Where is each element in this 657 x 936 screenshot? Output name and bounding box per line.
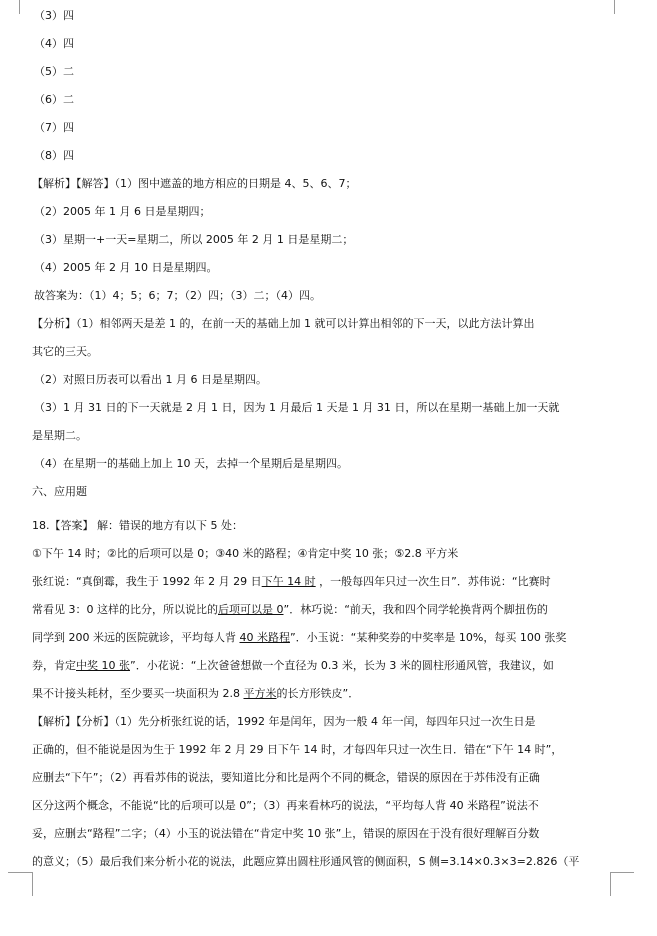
underlined-text: 40 米路程 bbox=[239, 631, 290, 644]
text-run: 其它的三天。 bbox=[32, 345, 98, 358]
text-run: 18.【答案】 解：错误的地方有以下 5 处： bbox=[32, 519, 243, 532]
text-line bbox=[34, 455, 348, 471]
text-run: 果不计接头耗材，至少要买一块面积为 2.8 bbox=[32, 687, 244, 700]
text-line bbox=[32, 545, 458, 561]
text-run: （3）四 bbox=[34, 9, 74, 22]
text-run: （4）2005 年 2 月 10 日是星期四。 bbox=[34, 261, 218, 274]
text-line bbox=[34, 287, 321, 303]
text-line bbox=[34, 63, 74, 79]
underlined-text: 下午 14 时 bbox=[261, 575, 316, 588]
text-run: 券，肯定 bbox=[32, 659, 76, 672]
text-run: 区分这两个概念，不能说“比的后项可以是 0”；（3）再来看林巧的说法，“平均每人背 40 米路程”说法不 bbox=[32, 799, 539, 812]
text-line bbox=[34, 203, 210, 219]
text-run: 六、应用题 bbox=[32, 485, 87, 498]
text-line bbox=[32, 517, 243, 533]
text-line bbox=[34, 147, 74, 163]
text-line bbox=[32, 657, 554, 673]
text-line bbox=[32, 343, 98, 359]
text-run: （8）四 bbox=[34, 149, 74, 162]
text-line bbox=[34, 371, 267, 387]
crop-mark-bottom-right-h bbox=[610, 872, 634, 873]
text-line bbox=[32, 713, 535, 729]
crop-mark-bottom-left-h bbox=[8, 872, 32, 873]
text-run: 应删去“下午”；（2）再看苏伟的说法，要知道比分和比是两个不同的概念，错误的原因在于苏伟没有正确 bbox=[32, 771, 540, 784]
text-line bbox=[32, 573, 551, 589]
text-run: （7）四 bbox=[34, 121, 74, 134]
text-line bbox=[34, 91, 74, 107]
text-line bbox=[32, 825, 539, 841]
text-run: 张红说：“真倒霉，我生于 1992 年 2 月 29 日 bbox=[32, 575, 262, 588]
text-run: 的长方形铁皮”． bbox=[276, 687, 360, 700]
text-line bbox=[32, 427, 87, 443]
text-line bbox=[32, 483, 87, 499]
text-run: （4）在星期一的基础上加上 10 天，去掉一个星期后是星期四。 bbox=[34, 457, 348, 470]
text-run: （5）二 bbox=[34, 65, 74, 78]
text-run: 同学到 200 米远的医院就诊，平均每人背 bbox=[32, 631, 240, 644]
text-line bbox=[32, 685, 359, 701]
crop-mark-bottom-left-v bbox=[32, 872, 33, 896]
text-run: ”．小玉说：“某种奖券的中奖率是 10%，每买 100 张奖 bbox=[289, 631, 567, 644]
text-run: 【解析】【解答】（1）图中遮盖的地方相应的日期是 4、5、6、7； bbox=[32, 177, 357, 190]
text-run: ，一般每四年只过一次生日”．苏伟说：“比赛时 bbox=[315, 575, 551, 588]
text-run: （3）星期一+一天=星期二，所以 2005 年 2 月 1 日是星期二； bbox=[34, 233, 354, 246]
text-run: （2）2005 年 1 月 6 日是星期四； bbox=[34, 205, 211, 218]
underlined-text: 后项可以是 0 bbox=[218, 603, 284, 616]
text-run: 的意义；（5）最后我们来分析小花的说法，此题应算出圆柱形通风管的侧面积，S 侧=3.14×0.3×3=2.826（平 bbox=[32, 855, 580, 868]
text-run: 是星期二。 bbox=[32, 429, 87, 442]
text-run: ①下午 14 时；②比的后项可以是 0；③40 米的路程；④肯定中奖 10 张；⑤2.8 平方米 bbox=[32, 547, 459, 560]
text-line bbox=[34, 259, 217, 275]
text-line bbox=[34, 399, 559, 415]
text-line bbox=[32, 769, 540, 785]
text-run: （2）对照日历表可以看出 1 月 6 日是星期四。 bbox=[34, 373, 267, 386]
text-run: （6）二 bbox=[34, 93, 74, 106]
crop-mark-bottom-right-v bbox=[610, 872, 611, 896]
text-run: 【分析】（1）相邻两天是差 1 的，在前一天的基础上加 1 就可以计算出相邻的下一天，以此方法计算出 bbox=[32, 317, 535, 330]
text-line bbox=[32, 853, 579, 869]
text-run: ”．林巧说：“前天，我和四个同学轮换背两个脚扭伤的 bbox=[283, 603, 548, 616]
text-run: 故答案为：（1）4；5；6；7；（2）四；（3）二；（4）四。 bbox=[34, 289, 321, 302]
text-line bbox=[34, 35, 74, 51]
underlined-text: 平方米 bbox=[243, 687, 277, 700]
text-run: （3）1 月 31 日的下一天就是 2 月 1 日，因为 1 月最后 1 天是 1 月 31 日，所以在星期一基础上加一天就 bbox=[34, 401, 560, 414]
text-line bbox=[32, 315, 534, 331]
text-line bbox=[34, 119, 74, 135]
text-line bbox=[32, 741, 562, 757]
crop-mark-top-right bbox=[614, 0, 615, 14]
text-run: （4）四 bbox=[34, 37, 74, 50]
text-run: 妥，应删去“路程”二字；（4）小玉的说法错在“肯定中奖 10 张”上，错误的原因在于没有很好理解百分数 bbox=[32, 827, 540, 840]
text-line bbox=[32, 601, 548, 617]
text-run: 常看见 3：0 这样的比分，所以说比的 bbox=[32, 603, 218, 616]
text-run: 正确的，但不能说是因为生于 1992 年 2 月 29 日下午 14 时，才每四年只过一次生日．错在“下午 14 时”， bbox=[32, 743, 563, 756]
text-line bbox=[32, 175, 357, 191]
text-line bbox=[34, 7, 74, 23]
text-run: 【解析】【分析】（1）先分析张红说的话，1992 年是闰年，因为一般 4 年一闰，每四年只过一次生日是 bbox=[32, 715, 536, 728]
crop-mark-top-left bbox=[19, 0, 20, 14]
text-line bbox=[32, 797, 539, 813]
text-line bbox=[32, 629, 566, 645]
underlined-text: 中奖 10 张 bbox=[76, 659, 130, 672]
text-line bbox=[34, 231, 353, 247]
text-run: ”．小花说：“上次爸爸想做一个直径为 0.3 米，长为 3 米的圆柱形通风管，我建议，如 bbox=[130, 659, 554, 672]
